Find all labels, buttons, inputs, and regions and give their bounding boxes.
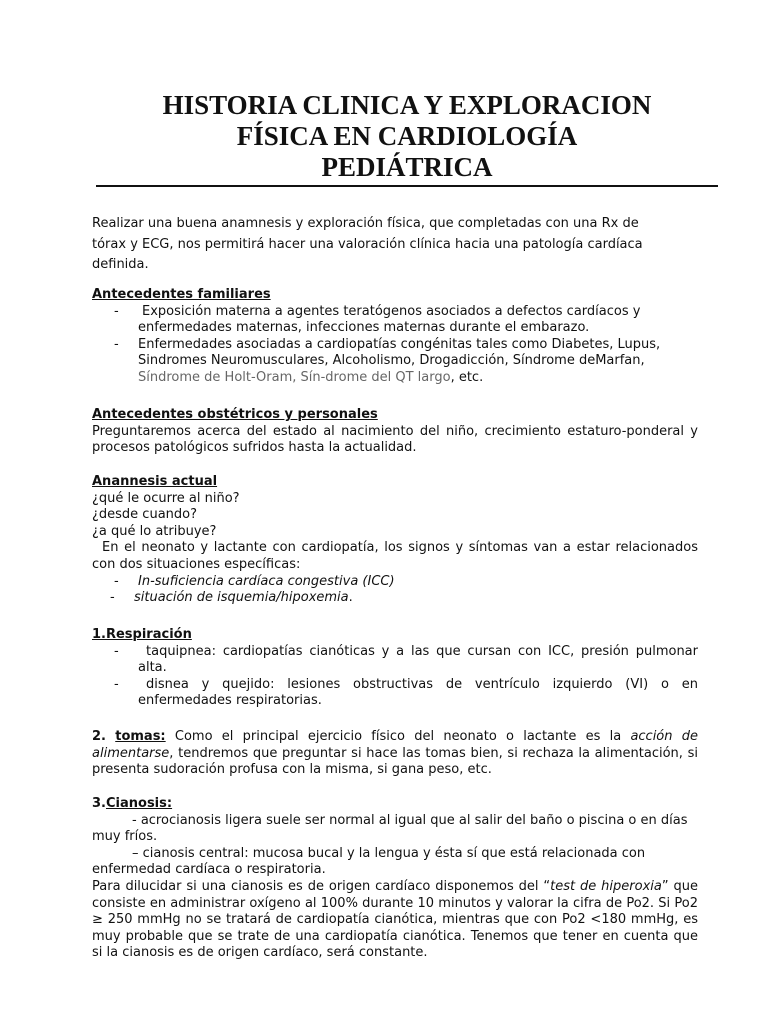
intro-line-2: tórax y ECG, nos permitirá hacer una valoración clínica hacia una patología cardíaca	[92, 236, 643, 252]
bullet-dash: -	[114, 303, 119, 319]
cianosis-heading-line	[92, 796, 698, 813]
cianosis-number: 3.	[92, 796, 106, 811]
list-item	[92, 677, 698, 710]
list-item	[92, 590, 698, 607]
cianosis-text-2: ” que consiste en administrar oxígeno al 100% durante 10 minutos y valorar la cifra de Po2. Si Po2 ≥ 250 mmHg no se tratará de cardiopatía cianótica, mientras que con Po2 <180 mmHg, es muy probable que se trate de una cardiopatía cianótica. Tenemos que tener en cuenta que si la cianosis es de origen cardíaco, será constante.	[92, 878, 698, 961]
heading-anamnesis: Anannesis actual	[92, 474, 218, 489]
intro-line-3: definida.	[92, 257, 149, 272]
heading-cianosis: Cianosis:	[105, 796, 173, 811]
familiares-item-2-end: , etc.	[450, 369, 484, 385]
cianosis-paragraph	[92, 879, 698, 962]
anamnesis-item-1	[138, 574, 698, 591]
heading-familiares: Antecedentes familiares	[92, 287, 271, 302]
anamnesis-item-2	[134, 590, 698, 607]
section-tomas	[92, 729, 698, 779]
bullet-dash: -	[114, 676, 119, 692]
familiares-item-2	[138, 337, 698, 387]
heading-obstetricos: Antecedentes obstétricos y personales	[92, 407, 378, 422]
section-familiares	[92, 287, 698, 387]
section-cianosis	[92, 796, 698, 962]
anamnesis-question-3: ¿a qué lo atribuye?	[92, 523, 217, 539]
bullet-dash: -	[114, 336, 119, 352]
anamnesis-item-1-text: In-suficiencia cardíaca congestiva (ICC)	[138, 573, 395, 589]
bullet-dash: -	[110, 590, 115, 606]
tomas-text-2: , tendremos que preguntar si hace las tomas bien, si rechaza la alimentación, si presenta sudoración profusa con la misma, si gana peso, etc.	[92, 745, 698, 778]
tomas-paragraph	[92, 729, 698, 779]
anamnesis-question-2: ¿desde cuando?	[92, 507, 198, 523]
familiares-item-2-text: Enfermedades asociadas a cardiopatías congénitas tales como Diabetes, Lupus, Sindromes Neuromusculares, Alcoholismo, Drogadicción, Síndrome deMarfan,	[138, 336, 661, 369]
list-item	[92, 304, 698, 337]
list-item	[92, 644, 698, 677]
section-anamnesis	[92, 474, 698, 607]
tomas-number: 2.	[92, 729, 106, 744]
respiracion-item-2: disnea y quejido: lesiones obstructivas de ventrículo izquierdo (VI) o en enfermedades respiratorias.	[138, 676, 698, 709]
list-item	[92, 337, 698, 387]
title-line-2: FÍSICA EN CARDIOLOGÍA	[236, 121, 578, 151]
section-respiracion	[92, 627, 698, 710]
title-underline	[96, 185, 718, 187]
intro-paragraph	[92, 214, 698, 276]
cianosis-italic: test de hiperoxia	[550, 878, 662, 894]
obstetricos-text: Preguntaremos acerca del estado al nacimiento del niño, crecimiento estaturo-ponderal y procesos patológicos sufridos hasta la actualidad.	[92, 423, 698, 456]
anamnesis-question-1: ¿qué le ocurre al niño?	[92, 490, 240, 506]
anamnesis-text: En el neonato y lactante con cardiopatía, los signos y síntomas van a estar relacionados con dos situaciones específicas:	[92, 540, 698, 572]
cianosis-text-1: Para dilucidar si una cianosis es de origen cardíaco disponemos del “	[92, 878, 551, 894]
bullet-dash: -	[114, 643, 119, 659]
document-title	[96, 90, 718, 183]
intro-line-1: Realizar una buena anamnesis y exploración física, que completadas con una Rx de	[92, 216, 639, 231]
familiares-item-2-gray: Síndrome de Holt-Oram, Sín-drome del QT largo	[138, 369, 451, 385]
heading-respiracion: 1.Respiración	[92, 627, 192, 642]
respiracion-item-1: taquipnea: cardiopatías cianóticas y a las que cursan con ICC, presión pulmonar alta.	[138, 643, 698, 676]
bullet-dash: -	[114, 573, 119, 589]
cianosis-item-1: - acrocianosis ligera suele ser normal al igual que al salir del baño o piscina o en días muy fríos.	[92, 812, 688, 845]
familiares-item-1: Exposición materna a agentes teratógenos asociados a defectos cardíacos y enfermedades maternas, infecciones maternas durante el embarazo.	[138, 303, 641, 336]
title-line-3: PEDIÁTRICA	[321, 152, 493, 182]
title-line-1: HISTORIA CLINICA Y EXPLORACION	[162, 90, 652, 120]
anamnesis-item-2-end: .	[348, 590, 353, 606]
list-item	[92, 574, 698, 591]
tomas-text-1: Como el principal ejercicio físico del neonato o lactante es la	[174, 729, 622, 744]
anamnesis-item-2-text: situación de isquemia/hipoxemia	[134, 590, 349, 606]
cianosis-item-2: – cianosis central: mucosa bucal y la lengua y ésta sí que está relacionada con enfermedad cardíaca o respiratoria.	[92, 845, 646, 878]
section-obstetricos	[92, 407, 698, 457]
tomas-italic: acción de alimentarse	[92, 729, 698, 761]
heading-tomas: tomas:	[115, 729, 166, 744]
